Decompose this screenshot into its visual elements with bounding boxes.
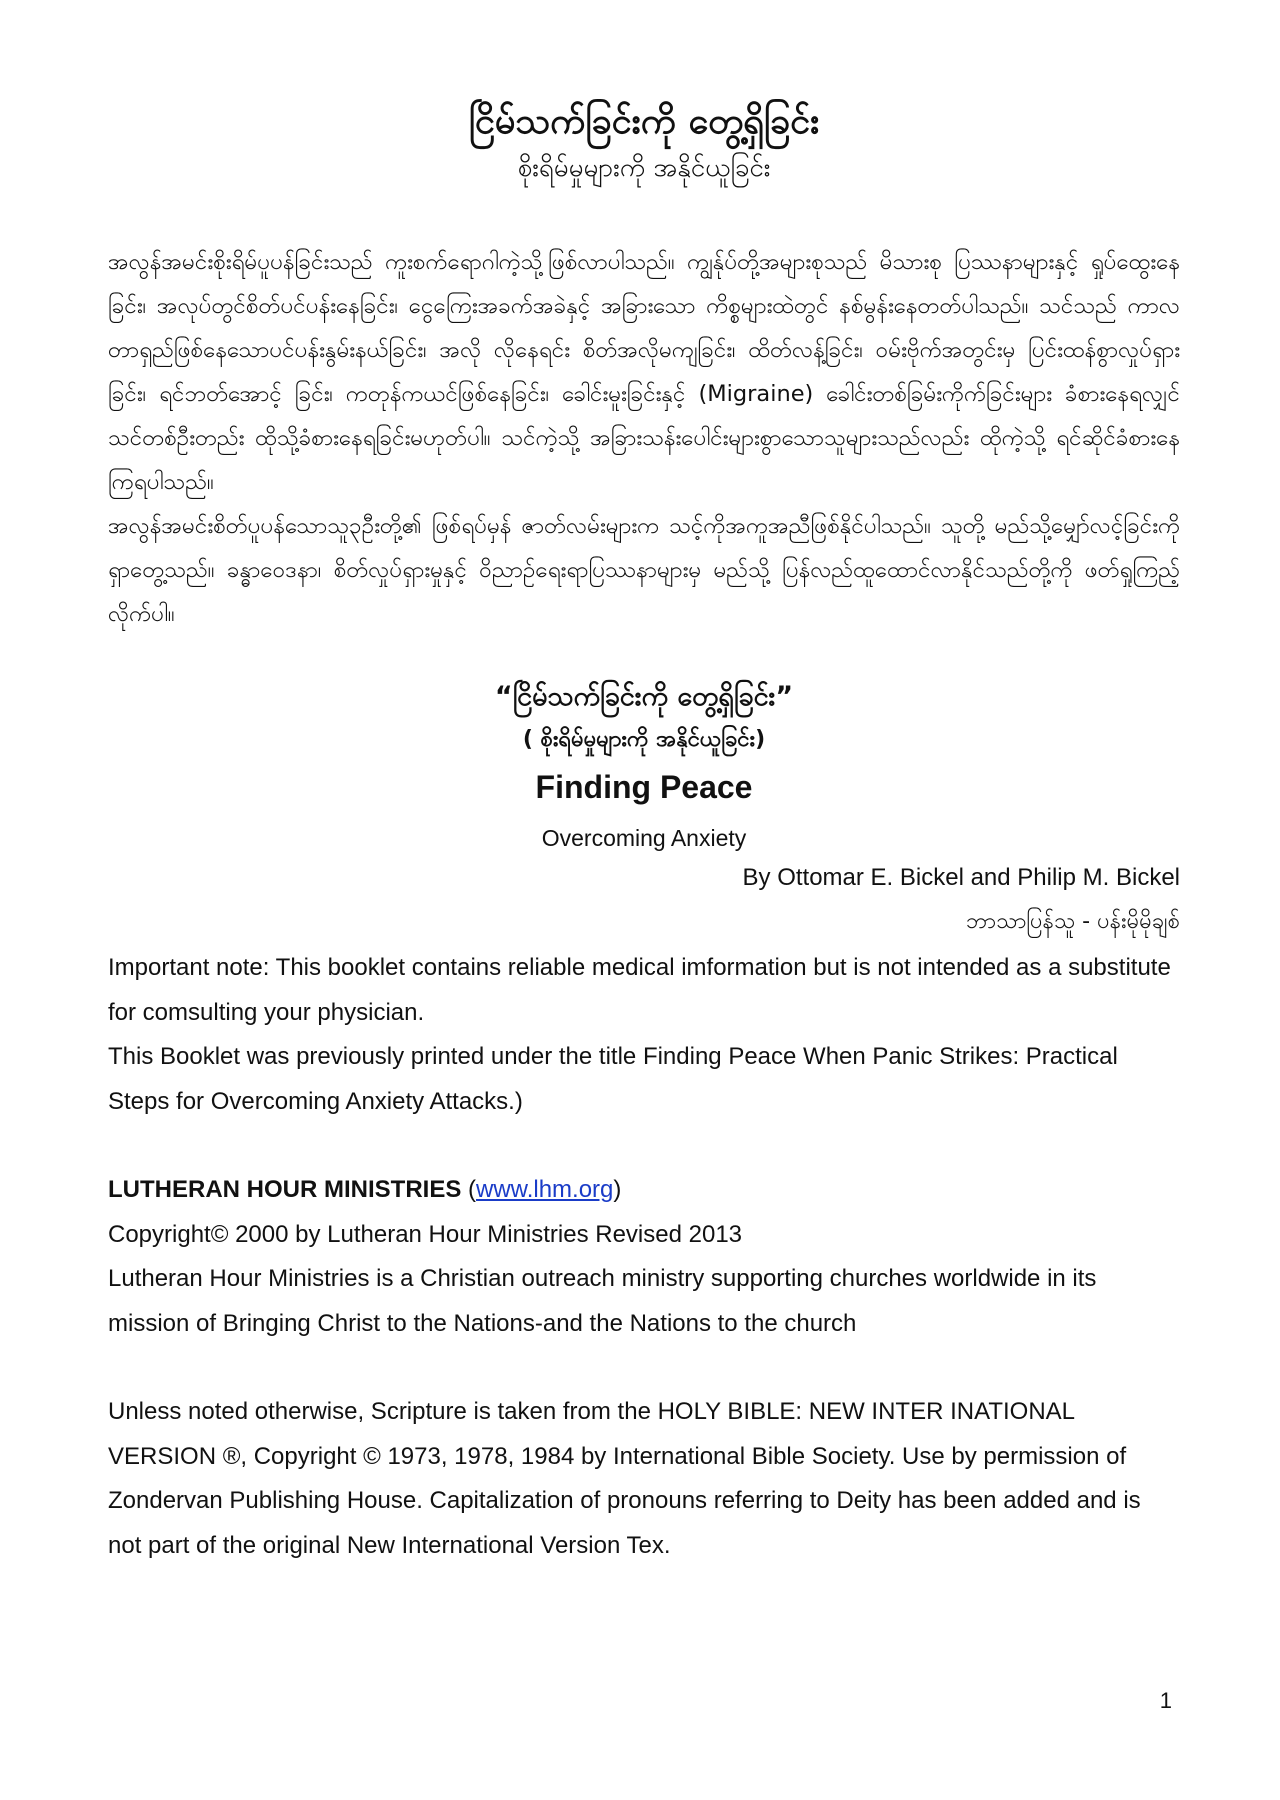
title-block [108, 674, 1180, 858]
english-subtitle: Overcoming Anxiety [541, 825, 747, 851]
intro-section [108, 240, 1180, 636]
notes-section [108, 946, 1180, 1568]
website-link[interactable]: www.lhm.org [476, 1176, 614, 1203]
publisher-line [108, 1168, 1180, 1213]
previous-title-note: This Booklet was previously printed under the title Finding Peace When Panic Strikes: Practical Steps for Overcoming Anxiety Attacks.) [108, 1043, 1118, 1115]
document-page [108, 96, 1180, 1746]
mission-statement: Lutheran Hour Ministries is a Christian outreach ministry supporting churches worldwide in its mission of Bringing Christ to the Nations-and the Nations to the church [108, 1265, 1097, 1337]
publisher-name: LUTHERAN HOUR MINISTRIES [108, 1176, 462, 1203]
paren-close: ) [613, 1176, 622, 1203]
page-subtitle: စိုးရိမ်မှုများကို အနိုင်ယူခြင်း [517, 153, 771, 183]
quoted-title: “ငြိမ်သက်ခြင်းကို တွေ့ရှိခြင်း” [494, 681, 794, 712]
translator-credit: ဘာသာပြန်သူ - ပန်းမိုမိုချစ် [965, 909, 1180, 934]
english-title: Finding Peace [535, 769, 753, 805]
byline: By Ottomar E. Bickel and Philip M. Bickel [742, 864, 1180, 891]
paren-open: ( [461, 1176, 477, 1203]
quoted-subtitle: ( စိုးရိမ်မှုများကို အနိုင်ယူခြင်း) [522, 727, 766, 752]
intro-paragraph-1: အလွန်အမင်းစိုးရိမ်ပူပန်ခြင်းသည် ကူးစက်ရောဂါကဲ့သို့ဖြစ်လာပါသည်။ ကျွန်ုပ်တို့အများစုသည် မိသားစု ပြဿနာများနှင့် ရှုပ်ထွေးနေခြင်း၊ အလုပ်တွင်စိတ်ပင်ပန်းနေခြင်း၊ ငွေကြေးအခက်အခဲနှင့် အခြားသော ကိစ္စများထဲတွင် နစ်မွန်းနေတတ်ပါသည်။ သင်သည် ကာလတာရှည်ဖြစ်နေသောပင်ပန်းနွမ်းနယ်ခြင်း၊ အလို လိုနေရင်း စိတ်အလိုမကျခြင်း၊ ထိတ်လန့်ခြင်း၊ ဝမ်းဗိုက်အတွင်းမှ ပြင်းထန်စွာလှုပ်ရှားခြင်း၊ ရင်ဘတ်အောင့် ခြင်း၊ ကတုန်ကယင်ဖြစ်နေခြင်း၊ ခေါင်းမူးခြင်းနှင့် (Migraine) ခေါင်းတစ်ခြမ်းကိုက်ခြင်းများ ခံစားနေရလျှင် သင်တစ်ဦးတည်း ထိုသို့ခံစားနေရခြင်းမဟုတ်ပါ။ သင်ကဲ့သို့ အခြားသန်းပေါင်းများစွာသောသူများသည်လည်း ထိုကဲ့သို့ ရင်ဆိုင်ခံစားနေကြရပါသည်။ [108, 249, 1180, 495]
header [108, 96, 1180, 188]
scripture-note: Unless noted otherwise, Scripture is taken from the HOLY BIBLE: NEW INTER INATIONAL VERSION ®, Copyright © 1973, 1978, 1984 by International Bible Society. Use by permission of Zondervan Publishing House. Capitalization of pronouns referring to Deity has been added and is not part of the original New International Version Tex. [108, 1398, 1141, 1559]
copyright-line: Copyright© 2000 by Lutheran Hour Ministries Revised 2013 [108, 1220, 743, 1248]
important-note: Important note: This booklet contains reliable medical imformation but is not intended as a substitute for comsulting your physician. [108, 954, 1171, 1026]
page-title: ငြိမ်သက်ခြင်းကို တွေ့ရှိခြင်း [468, 101, 820, 142]
page-number: 1 [1159, 1688, 1172, 1713]
spacer [108, 1346, 1180, 1390]
spacer [108, 1124, 1180, 1168]
intro-paragraph-2: အလွန်အမင်းစိတ်ပူပန်သောသူ၃ဦးတို့၏ ဖြစ်ရပ်မှန် ဇာတ်လမ်းများက သင့်ကိုအကူအညီဖြစ်နိုင်ပါသည်။ သူတို့ မည်သို့မျှော်လင့်ခြင်းကို ရှာတွေ့သည်။ ခန္ဓာဝေဒနာ၊ စိတ်လှုပ်ရှားမှုနှင့် ဝိညာဉ်ရေးရာပြဿနာများမှ မည်သို့ ပြန်လည်ထူထောင်လာနိုင်သည်တို့ကို ဖတ်ရှုကြည့်လိုက်ပါ။ [108, 513, 1180, 627]
